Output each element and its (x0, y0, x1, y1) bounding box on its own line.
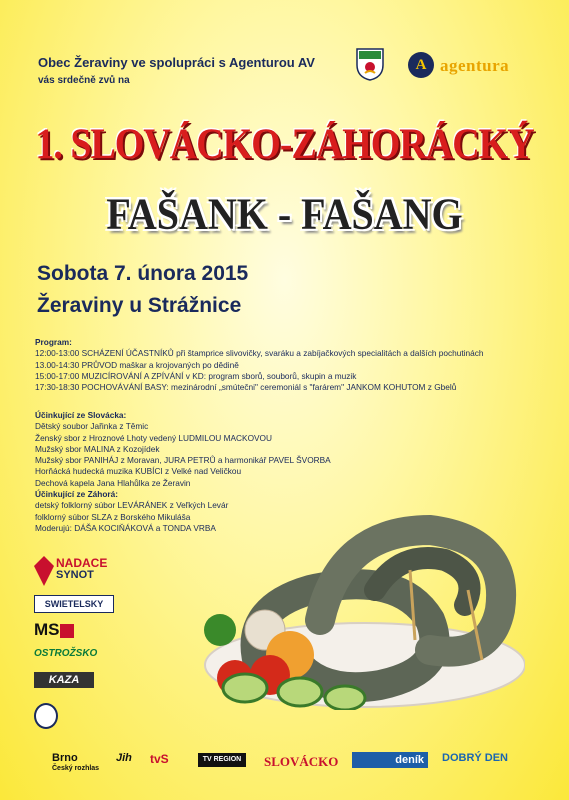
sponsor-synot-text: SYNOT (56, 569, 94, 581)
sponsor-seal-icon (34, 703, 58, 729)
event-title-line-2: FAŠANK - FAŠANG (106, 188, 463, 239)
sponsor-nadace-synot (34, 556, 108, 590)
sponsor-nadace-text: NADACE (56, 556, 108, 570)
performer-item: Horňácká hudecká muzika KUBÍCI z Velké nad Veličkou (35, 466, 242, 477)
sponsor-kaza: KAZA (34, 672, 94, 688)
sponsor-slovacko: SLOVÁCKO (264, 754, 339, 769)
event-title-line-1: 1. SLOVÁCKO-ZÁHORÁCKÝ (35, 119, 534, 169)
performers-slovacko-heading: Účinkující ze Slovácka: (35, 410, 127, 420)
sponsor-mso-text: MS (34, 620, 60, 639)
nadace-synot-icon (34, 556, 54, 586)
agentura-logo-mark: A (408, 52, 434, 78)
program-heading: Program: (35, 337, 72, 347)
performer-item: Mužský sbor PANIHÁJ z Moravan, JURA PETRŮ a harmonikář PAVEL ŠVORBA (35, 455, 331, 466)
sponsor-cesky-rozhlas: Český rozhlas (52, 765, 100, 772)
performers-zahori-heading: Účinkující ze Záhorá: (35, 489, 118, 500)
program-item: 13.00-14:30 PRŮVOD maškar a krojovaných po dědině (35, 359, 239, 370)
event-date: Sobota 7. února 2015 (37, 262, 249, 285)
program-item: 15:00-17:00 MUZICÍROVÁNÍ A ZPÍVÁNÍ v KD: program sborů, souborů, skupin a muzik (35, 370, 357, 381)
agentura-logo-word: agentura (440, 56, 510, 75)
performer-item: detský folklorný súbor LEVÁRÁNEK z Veľkých Levár (35, 500, 229, 511)
lettuce-icon (204, 614, 236, 646)
cucumber-slice-icon (325, 686, 365, 710)
mso-square-icon (60, 624, 74, 638)
sponsor-tv-region: TV REGION (198, 753, 246, 767)
sponsor-jih: Jih (116, 752, 132, 764)
village-coat-of-arms-icon (355, 47, 385, 81)
header-invitation-text: vás srdečně zvů na (38, 75, 130, 86)
agentura-logo (408, 52, 538, 80)
program-section (35, 337, 484, 393)
performer-item: folklorný súbor SLZA z Borského Mikuláša (35, 511, 191, 522)
cucumber-slice-icon (223, 674, 267, 702)
sponsor-mso (34, 620, 94, 640)
sausage-plate-illustration (200, 500, 525, 710)
sponsor-swietelsky: SWIETELSKY (34, 595, 114, 613)
sponsor-dobry-den: DOBRÝ DEN (442, 752, 509, 764)
sponsor-tvs: tvS (150, 752, 169, 766)
performer-item: Dětský soubor Jařinka z Těmic (35, 421, 149, 432)
performer-item: Mužský sbor MALINA z Kozojídek (35, 443, 160, 454)
header-organizer-text: Obec Žeraviny ve spolupráci s Agenturou AV (38, 55, 315, 70)
cucumber-slice-icon (278, 678, 322, 706)
event-place: Žeraviny u Strážnice (37, 294, 242, 317)
performer-item: Moderujú: DÁŠA KOCIŇÁKOVÁ a TONDA VRBA (35, 522, 216, 533)
program-item: 17:30-18:30 POCHOVÁVÁNÍ BASY: mezinárodní „smútečni" ceremoniál s "farárem" JANKOM KOHUTOM z Gbelů (35, 382, 457, 393)
sponsor-denik: deník (352, 752, 428, 768)
program-item: 12:00-13:00 SCHÁZENÍ ÚČASTNÍKŮ při štamprice slivovičky, svaráku a zabíjačkových specialitách a dalších pochutinách (35, 348, 484, 359)
sponsor-ostrozsko: OSTROŽSKO (34, 648, 98, 659)
sponsor-rozhlas-brno: Brno (52, 752, 78, 764)
performer-item: Dechová kapela Jana Hlahůlka ze Žeravin (35, 477, 191, 488)
performer-item: Ženský sbor z Hroznové Lhoty vedený LUDMILOU MACKOVOU (35, 432, 273, 443)
